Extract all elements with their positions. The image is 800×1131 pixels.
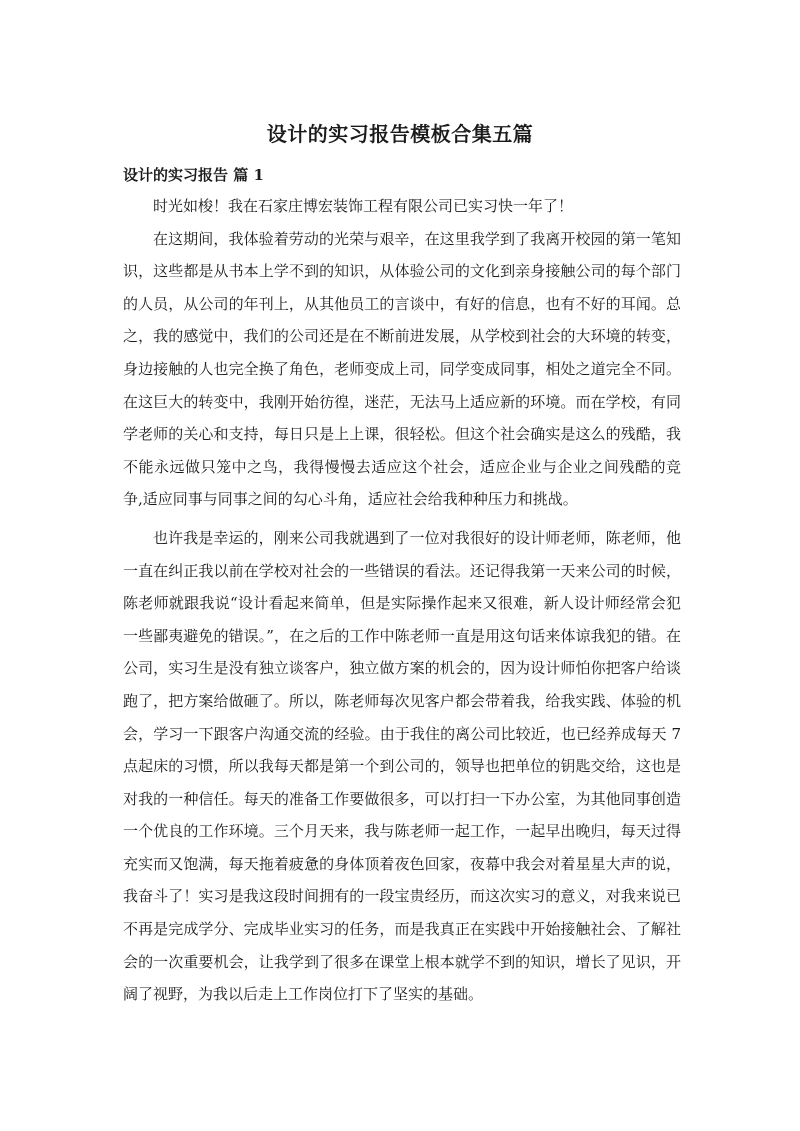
paragraph: 时光如梭！我在石家庄博宏装饰工程有限公司已实习快一年了！ xyxy=(153,197,574,215)
report-body xyxy=(123,190,681,1011)
section-heading: 设计的实习报告 篇 1 xyxy=(123,166,264,184)
paragraph: 也许我是幸运的，刚来公司我就遇到了一位对我很好的设计师老师，陈老师，他一直在纠正我以前在学校对社会的一些错误的看法。还记得我第一天来公司的时候，陈老师就跟我说“设计看起来简单，但是实际操作起来又很难，新人设计师经常会犯一些鄙夷避免的错误。”，在之后的工作中陈老师一直是用这句话来体谅我犯的错。在公司，实习生是没有独立谈客户，独立做方案的机会的，因为设计师怕你把客户给谈跑了，把方案给做砸了。所以，陈老师每次见客户都会带着我，给我实践、体验的机会，学习一下跟客户沟通交流的经验。由于我住的离公司比较近，也已经养成每天 7 点起床的习惯，所以我每天都是第一个到公司的，领导也把单位的钥匙交给，这也是对我的一种信任。每天的准备工作要做很多，可以打扫一下办公室，为其他同事创造一个优良的工作环境。三个月天来，我与陈老师一起工作，一起早出晚归，每天过得充实而又饱满，每天拖着疲惫的身体顶着夜色回家，夜幕中我会对着星星大声的说，我奋斗了！实习是我这段时间拥有的一段宝贵经历，而这次实习的意义，对我来说已不再是完成学分、完成毕业实习的任务，而是我真正在实践中开始接触社会、了解社会的一次重要机会，让我学到了很多在课堂上根本就学不到的知识，增长了见识，开阔了视野，为我以后走上工作岗位打下了坚实的基础。 xyxy=(123,528,681,1004)
document-title: 设计的实习报告模板合集五篇 xyxy=(266,122,534,146)
paragraph: 在这期间，我体验着劳动的光荣与艰辛，在这里我学到了我离开校园的第一笔知识，这些都是从书本上学不到的知识，从体验公司的文化到亲身接触公司的每个部门的人员，从公司的年刊上，从其他员工的言谈中，有好的信息，也有不好的耳闻。总之，我的感觉中，我们的公司还是在不断前进发展，从学校到社会的大环境的转变，身边接触的人也完全换了角色，老师变成上司，同学变成同事，相处之道完全不同。在这巨大的转变中，我刚开始彷徨，迷茫，无法马上适应新的环境。而在学校，有同学老师的关心和支持，每日只是上上课，很轻松。但这个社会确实是这么的残酷，我不能永远做只笼中之鸟，我得慢慢去适应这个社会，适应企业与企业之间残酷的竞争,适应同事与同事之间的勾心斗角，适应社会给我种种压力和挑战。 xyxy=(123,229,681,509)
